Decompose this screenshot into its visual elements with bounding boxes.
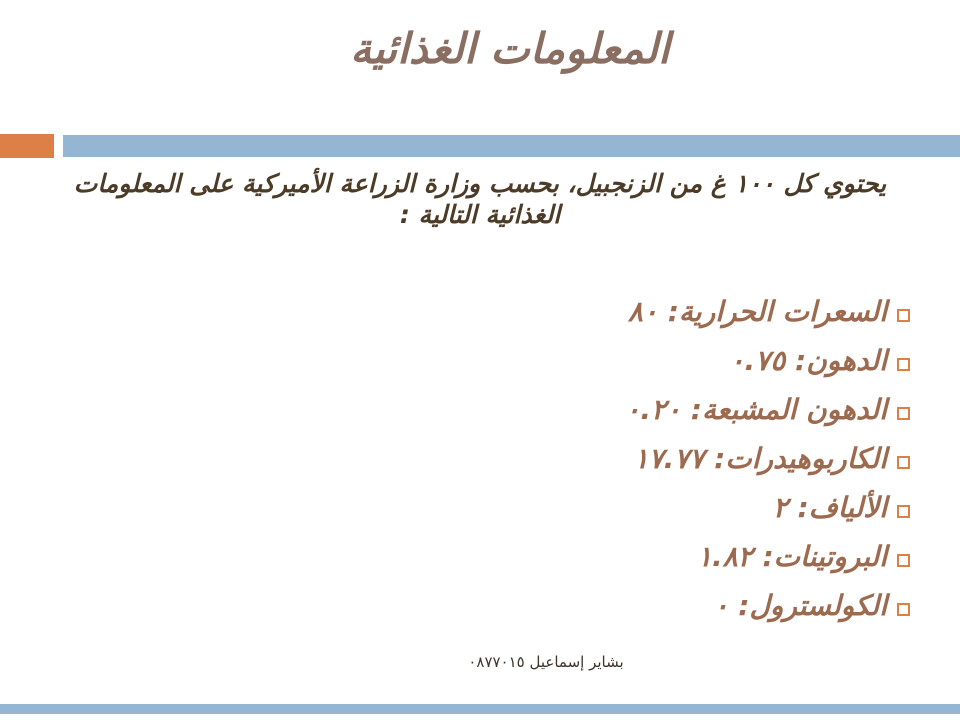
bullet-text: البروتينات: ١.٨٢ xyxy=(696,540,887,573)
bullet-text: الدهون: ٠.٧٥ xyxy=(729,344,887,377)
bullet-square-icon xyxy=(897,309,910,322)
bullet-square-icon xyxy=(897,456,910,469)
bullet-text: الكولسترول: ٠ xyxy=(713,589,887,622)
bullet-text: الدهون المشبعة: ٠.٢٠ xyxy=(625,393,887,426)
bottom-accent-bar xyxy=(0,704,960,714)
subtitle-line-1: يحتوي كل ١٠٠ غ من الزنجبيل، بحسب وزارة الزراعة الأميركية على المعلومات xyxy=(73,169,887,198)
orange-accent-square xyxy=(0,134,54,158)
bullet-text: الألياف: ٢ xyxy=(772,491,887,524)
bullet-row-fat xyxy=(625,336,910,385)
nutrition-bullet-list xyxy=(625,287,910,630)
bullet-square-icon xyxy=(897,554,910,567)
bullet-square-icon xyxy=(897,603,910,616)
top-accent-band xyxy=(0,134,960,158)
bullet-square-icon xyxy=(897,358,910,371)
bullet-row-saturated-fat xyxy=(625,385,910,434)
slide-footer-author-id: بشاير إسماعيل ٠٨٧٧٠١٥ xyxy=(468,653,624,671)
bullet-square-icon xyxy=(897,407,910,420)
slide-subtitle xyxy=(0,168,960,230)
bullet-row-fiber xyxy=(625,483,910,532)
bullet-row-carbohydrates xyxy=(625,434,910,483)
bullet-row-cholesterol xyxy=(625,581,910,630)
blue-accent-bar xyxy=(63,135,960,157)
slide-title: المعلومات الغذائية xyxy=(350,24,670,73)
bullet-square-icon xyxy=(897,505,910,518)
bullet-row-calories xyxy=(625,287,910,336)
bullet-text: السعرات الحرارية: ٨٠ xyxy=(627,295,887,328)
bullet-text: الكاربوهيدرات: ١٧.٧٧ xyxy=(633,442,887,475)
subtitle-line-2: الغذائية التالية : xyxy=(399,200,561,229)
bullet-row-proteins xyxy=(625,532,910,581)
